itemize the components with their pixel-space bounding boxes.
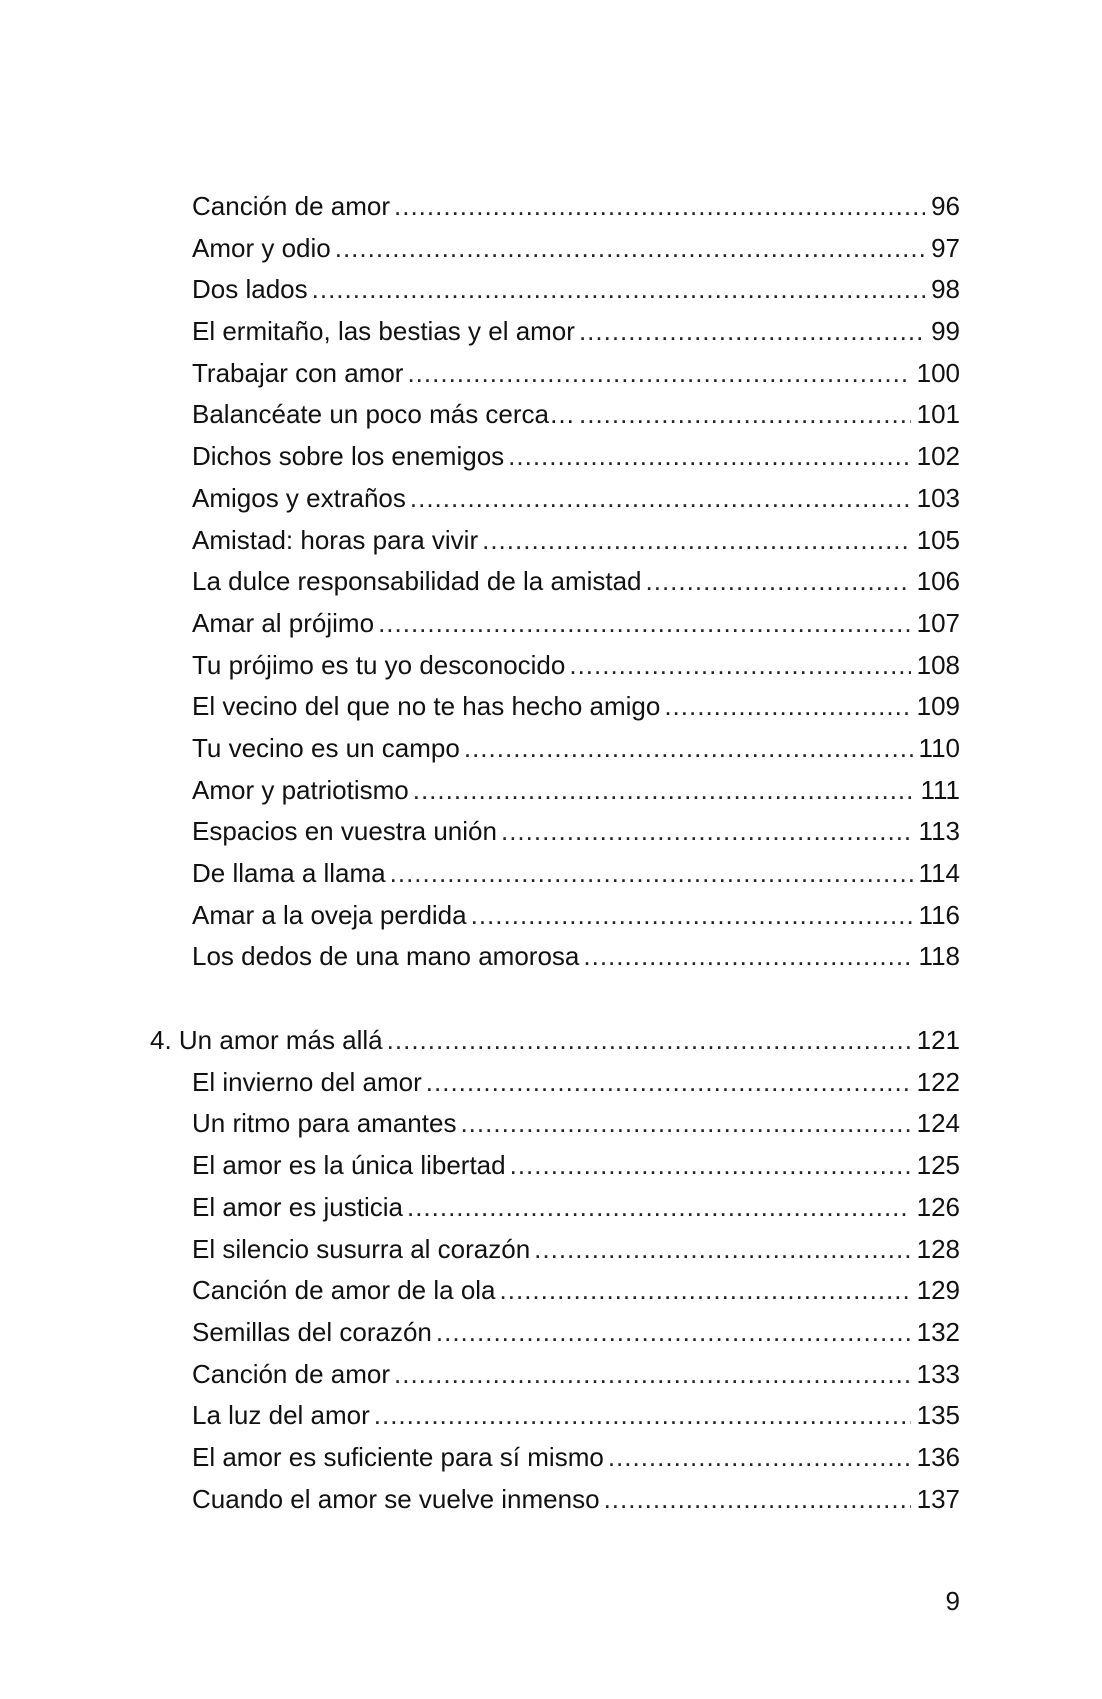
toc-entry-page: 132 — [916, 1316, 960, 1347]
toc-entry-page: 129 — [916, 1275, 960, 1306]
toc-entry-page: 137 — [916, 1483, 960, 1514]
toc-entry[interactable] — [150, 269, 960, 311]
dot-leader — [664, 686, 910, 728]
toc-entry-page: 110 — [918, 732, 960, 763]
toc-entry-page: 118 — [918, 941, 960, 972]
dot-leader — [646, 561, 911, 603]
toc-chapter-heading[interactable] — [150, 1020, 960, 1062]
toc-entry-page: 103 — [916, 482, 960, 513]
dot-leader — [583, 936, 912, 978]
toc-group-section-3 — [150, 186, 960, 978]
dot-leader — [410, 478, 911, 520]
toc-entry-title: La luz del amor — [192, 1400, 370, 1431]
dot-leader — [374, 1395, 911, 1437]
toc-entry-page: 128 — [916, 1233, 960, 1264]
dot-leader — [579, 394, 911, 436]
toc-entry[interactable] — [150, 645, 960, 687]
toc-entry[interactable] — [150, 895, 960, 937]
toc-entry-title: Amigos y extraños — [192, 482, 406, 513]
toc-entry-page: 133 — [916, 1358, 960, 1389]
toc-entry[interactable] — [150, 811, 960, 853]
toc-entry[interactable] — [150, 936, 960, 978]
dot-leader — [312, 269, 925, 311]
toc-entry[interactable] — [150, 1395, 960, 1437]
toc-entry[interactable] — [150, 1145, 960, 1187]
dot-leader — [394, 186, 925, 228]
dot-leader — [608, 1437, 911, 1479]
toc-entry-title: El amor es suficiente para sí mismo — [192, 1441, 604, 1472]
toc-entry-title: Tu vecino es un campo — [192, 732, 460, 763]
toc-entry-title: Canción de amor — [192, 191, 390, 221]
toc-entry[interactable] — [150, 311, 960, 353]
toc-entry-page: 97 — [931, 232, 960, 263]
toc-entry-page: 96 — [931, 191, 960, 221]
toc-entry-title: Canción de amor — [192, 1358, 390, 1389]
dot-leader — [335, 228, 925, 270]
toc-entry-page: 124 — [916, 1108, 960, 1139]
toc-entry[interactable] — [150, 1312, 960, 1354]
dot-leader — [482, 520, 911, 562]
toc-entry[interactable] — [150, 1103, 960, 1145]
toc-entry-page: 135 — [916, 1400, 960, 1431]
dot-leader — [534, 1229, 910, 1271]
toc-entry[interactable] — [150, 520, 960, 562]
toc-entry-title: Dos lados — [192, 274, 308, 305]
toc-entry-title: De llama a llama — [192, 858, 386, 888]
toc-entry[interactable] — [150, 853, 960, 895]
toc-entry[interactable] — [150, 728, 960, 770]
toc-entry[interactable] — [150, 478, 960, 520]
dot-leader — [501, 811, 913, 853]
dot-leader — [508, 436, 910, 478]
toc-entry-page: 111 — [920, 774, 960, 805]
dot-leader — [464, 728, 913, 770]
toc-entry-title: Un ritmo para amantes — [192, 1108, 457, 1139]
toc-entry-title: Balancéate un poco más cerca… — [192, 399, 575, 430]
toc-entry[interactable] — [150, 1270, 960, 1312]
toc-entry-title: Canción de amor de la ola — [192, 1275, 496, 1306]
toc-entry-page: 105 — [916, 524, 960, 555]
toc-entry-title: Espacios en vuestra unión — [192, 816, 497, 847]
toc-entry-title: Trabajar con amor — [192, 357, 404, 388]
dot-leader — [436, 1312, 911, 1354]
toc-entry-page: 108 — [916, 649, 960, 680]
toc-entry[interactable] — [150, 1479, 960, 1521]
dot-leader — [413, 770, 915, 812]
toc-entry-page: 106 — [916, 566, 960, 597]
dot-leader — [500, 1270, 911, 1312]
toc-entry-title: El ermitaño, las bestias y el amor — [192, 316, 575, 347]
toc-entry-page: 101 — [916, 399, 960, 430]
table-of-contents — [150, 186, 960, 1520]
toc-entry[interactable] — [150, 1187, 960, 1229]
section-gap — [150, 978, 960, 1020]
toc-entry-title: El vecino del que no te has hecho amigo — [192, 691, 661, 722]
page-number: 9 — [945, 1586, 960, 1616]
dot-leader — [510, 1145, 911, 1187]
toc-entry-title: Amor y patriotismo — [192, 774, 409, 805]
toc-entry-page: 100 — [916, 357, 960, 388]
toc-entry-page: 125 — [916, 1150, 960, 1181]
toc-entry[interactable] — [150, 1229, 960, 1271]
toc-entry[interactable] — [150, 394, 960, 436]
dot-leader — [569, 645, 910, 687]
dot-leader — [378, 603, 911, 645]
dot-leader — [426, 1062, 911, 1104]
toc-entry-title: Tu prójimo es tu yo desconocido — [192, 649, 566, 680]
dot-leader — [387, 1020, 911, 1062]
dot-leader — [407, 353, 910, 395]
toc-entry-title: Amistad: horas para vivir — [192, 524, 479, 555]
toc-chapter-title: 4. Un amor más allá — [150, 1025, 383, 1056]
dot-leader — [407, 1187, 911, 1229]
toc-entry-title: Amar a la oveja perdida — [192, 899, 467, 930]
toc-entry[interactable] — [150, 561, 960, 603]
toc-entry-title: Los dedos de una mano amorosa — [192, 941, 580, 972]
toc-chapter-page: 121 — [916, 1025, 960, 1056]
toc-entry-page: 109 — [916, 691, 960, 722]
toc-entry[interactable] — [150, 1437, 960, 1479]
toc-entry-page: 126 — [916, 1191, 960, 1222]
toc-entry[interactable] — [150, 436, 960, 478]
toc-entry-title: El silencio susurra al corazón — [192, 1233, 531, 1264]
toc-entry[interactable] — [150, 228, 960, 270]
dot-leader — [460, 1103, 910, 1145]
toc-entry-page: 114 — [918, 858, 960, 888]
toc-entry-title: Dichos sobre los enemigos — [192, 441, 505, 472]
dot-leader — [579, 311, 925, 353]
toc-entry-page: 102 — [916, 441, 960, 472]
toc-entry-title: El amor es justicia — [192, 1191, 403, 1222]
toc-entry[interactable] — [150, 353, 960, 395]
toc-entry-page: 122 — [916, 1066, 960, 1097]
toc-entry-title: El amor es la única libertad — [192, 1150, 506, 1181]
toc-entry-page: 99 — [931, 316, 960, 347]
toc-entry-title: Semillas del corazón — [192, 1316, 432, 1347]
dot-leader — [390, 853, 913, 895]
toc-entry-page: 136 — [916, 1441, 960, 1472]
toc-entry-title: Cuando el amor se vuelve inmenso — [192, 1483, 600, 1514]
toc-entry-page: 107 — [916, 607, 960, 638]
toc-group-section-4 — [150, 1062, 960, 1521]
toc-entry-title: El invierno del amor — [192, 1066, 422, 1097]
dot-leader — [394, 1354, 911, 1396]
toc-entry[interactable] — [150, 186, 960, 228]
toc-entry[interactable] — [150, 686, 960, 728]
dot-leader — [471, 895, 913, 937]
toc-entry-title: Amor y odio — [192, 232, 331, 263]
toc-entry[interactable] — [150, 1062, 960, 1104]
toc-entry-page: 116 — [918, 899, 960, 930]
toc-entry-title: Amar al prójimo — [192, 607, 375, 638]
toc-entry-title: La dulce responsabilidad de la amistad — [192, 566, 642, 597]
dot-leader — [604, 1479, 911, 1521]
toc-entry-page: 113 — [918, 816, 960, 847]
toc-entry[interactable] — [150, 603, 960, 645]
toc-entry-page: 98 — [931, 274, 960, 305]
toc-entry[interactable] — [150, 770, 960, 812]
toc-entry[interactable] — [150, 1354, 960, 1396]
